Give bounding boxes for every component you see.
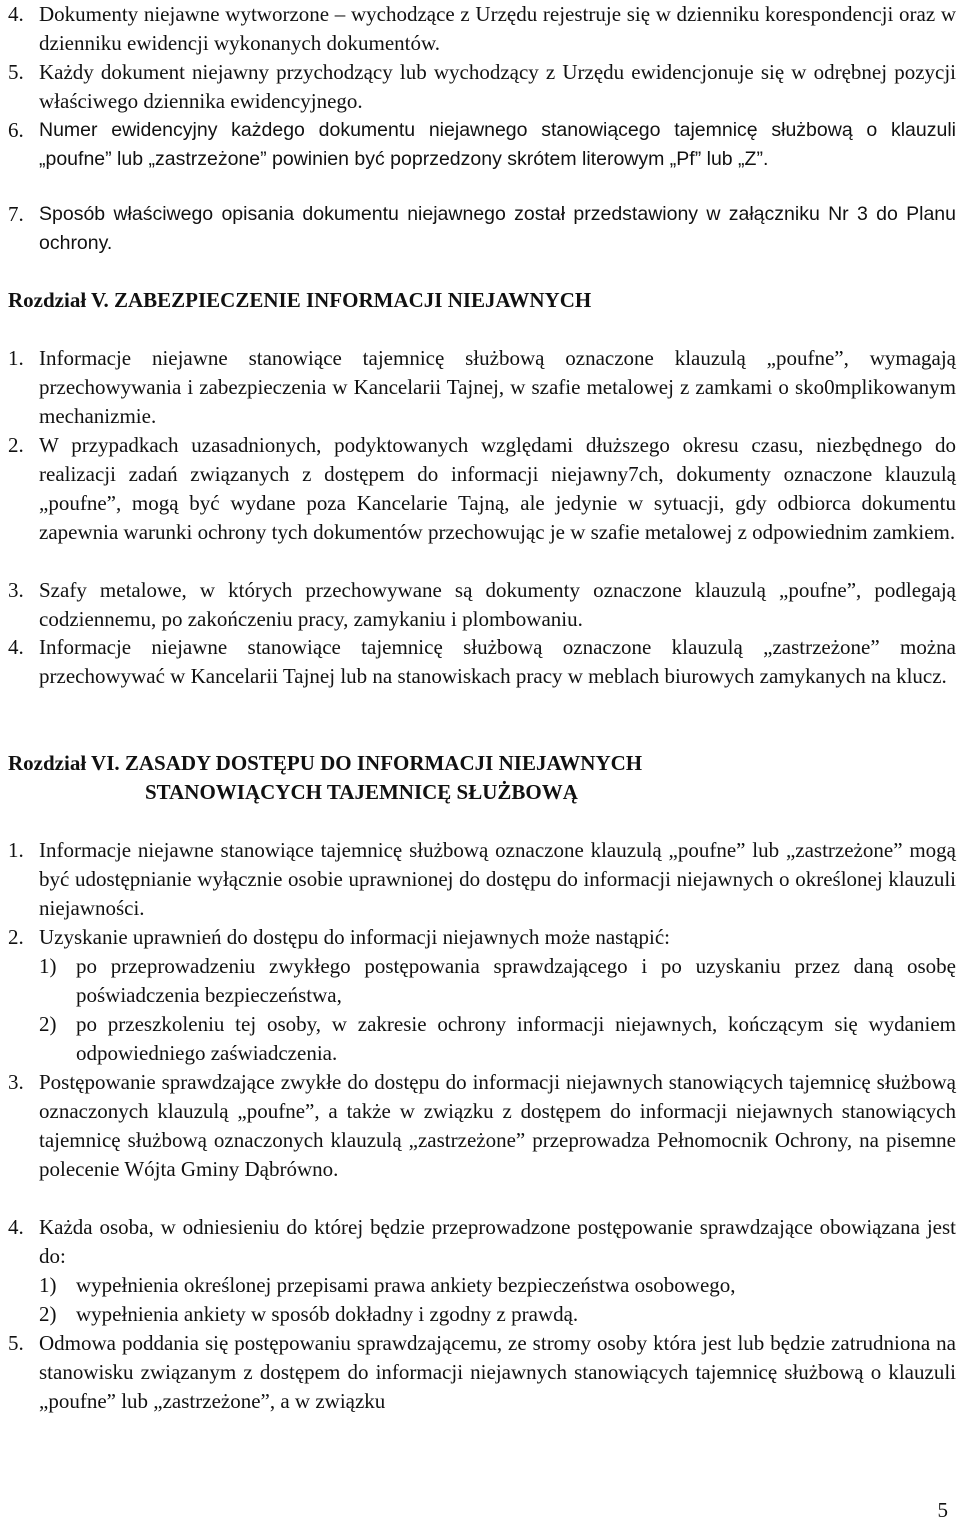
list-item	[8, 923, 956, 1068]
item-text: Dokumenty niejawne wytworzone – wychodzące z Urzędu rejestruje się w dzienniku korespondencji oraz w dzienniku ewidencji wykonanych dokumentów.	[39, 2, 956, 55]
list-item	[8, 431, 956, 547]
item-text: Każda osoba, w odniesieniu do której będzie przeprowadzone postępowanie sprawdzające obowiązana jest do:	[39, 1215, 956, 1268]
item-text: Informacje niejawne stanowiące tajemnicę służbową oznaczone klauzulą „poufne” lub „zastrzeżone” mogą być udostępnianie wyłącznie osobie uprawnionej do dostępu do informacji niejawnych o określonej klauzuli niejawności.	[39, 838, 956, 920]
item-body	[39, 1213, 956, 1329]
chapter-heading: Rozdział V. ZABEZPIECZENIE INFORMACJI NIEJAWNYCH	[8, 288, 592, 312]
item-text: Informacje niejawne stanowiące tajemnicę służbową oznaczone klauzulą „poufne”, wymagają przechowywania i zabezpieczenia w Kancelarii Tajnej, w szafie metalowej z zamkami o sko0mplikowanym mechanizmie.	[39, 346, 956, 428]
chapter-heading-continuation: STANOWIĄCYCH TAJEMNICĘ SŁUŻBOWĄ	[145, 780, 578, 804]
item-text: Numer ewidencyjny każdego dokumentu niejawnego stanowiącego tajemnicę służbową o klauzuli „poufne” lub „zastrzeżone” powinien być poprzedzony skrótem literowym „Pf” lub „Z”.	[39, 119, 956, 170]
sub-item-text: wypełnienia określonej przepisami prawa ankiety bezpieczeństwa osobowego,	[76, 1273, 736, 1297]
item-text: Uzyskanie uprawnień do dostępu do informacji niejawnych może nastąpić:	[39, 925, 670, 949]
sub-item	[39, 1271, 956, 1300]
item-number: 2.	[8, 433, 24, 457]
item-number: 7.	[8, 202, 24, 226]
item-text: Szafy metalowe, w których przechowywane są dokumenty oznaczone klauzulą „poufne”, podlegają codziennemu, po zakończeniu pracy, zamykaniu i plombowaniu.	[39, 578, 956, 631]
list-item	[8, 344, 956, 431]
item-text: W przypadkach uzasadnionych, podyktowanych względami dłuższego okresu czasu, niezbędnego do realizacji zadań związanych z dostępem do informacji niejawny7ch, dokumenty oznaczone klauzulą „poufne”, mogą być wydane poza Kancelarie Tajną, ale jedynie w sytuacji, gdy odbiorca dokumentu zapewnia warunki ochrony tych dokumentów przechowując je w szafie metalowej z odpowiednim zamkiem.	[39, 433, 956, 544]
list-item	[8, 836, 956, 923]
item-number: 3.	[8, 578, 24, 602]
page-number: 5	[937, 1498, 948, 1522]
item-text: Każdy dokument niejawny przychodzący lub wychodzący z Urzędu ewidencjonuje się w odrębnej pozycji właściwego dziennika ewidencyjnego.	[39, 60, 956, 113]
item-text: Informacje niejawne stanowiące tajemnicę służbową oznaczone klauzulą „zastrzeżone” można przechowywać w Kancelarii Tajnej lub na stanowiskach pracy w meblach biurowych zamykanych na klucz.	[39, 635, 956, 688]
item-text: Sposób właściwego opisania dokumentu niejawnego został przedstawiony w załączniku Nr 3 do Planu ochrony.	[39, 203, 956, 254]
list-item	[8, 0, 956, 58]
list-item	[8, 633, 956, 691]
sub-item-text: wypełnienia ankiety w sposób dokładny i zgodny z prawdą.	[76, 1302, 579, 1326]
item-number: 4.	[8, 635, 24, 659]
item-body	[39, 923, 956, 1068]
item-text: Odmowa poddania się postępowaniu sprawdzającemu, ze stromy osoby która jest lub będzie zatrudniona na stanowisku związanym z dostępem do informacji niejawnych stanowiących tajemnicę służbową o klauzuli „poufne” lub „zastrzeżone”, a w związku	[39, 1331, 956, 1413]
item-number: 5.	[8, 1331, 24, 1355]
list-item	[8, 1329, 956, 1416]
item-number: 6.	[8, 118, 24, 142]
sub-item	[39, 1300, 956, 1329]
item-number: 3.	[8, 1070, 24, 1094]
list-item	[8, 200, 956, 258]
sub-item-number: 2)	[39, 1012, 57, 1036]
item-number: 2.	[8, 925, 24, 949]
list-item	[8, 58, 956, 116]
item-number: 1.	[8, 346, 24, 370]
sub-item-text: po przeszkoleniu tej osoby, w zakresie ochrony informacji niejawnych, kończącym się wydaniem odpowiedniego zaświadczenia.	[76, 1012, 956, 1065]
list-item	[8, 116, 956, 174]
item-number: 5.	[8, 60, 24, 84]
sub-item	[39, 952, 956, 1010]
list-item	[8, 1213, 956, 1329]
sub-item-number: 1)	[39, 1273, 57, 1297]
sub-item-text: po przeprowadzeniu zwykłego postępowania sprawdzającego i po uzyskaniu przez daną osobę poświadczenia bezpieczeństwa,	[76, 954, 956, 1007]
sub-item-number: 2)	[39, 1302, 57, 1326]
item-text: Postępowanie sprawdzające zwykłe do dostępu do informacji niejawnych stanowiących tajemnicę służbową oznaczonych klauzulą „poufne”, a także w związku z dostępem do informacji niejawnych stanowiących tajemnicę służbową oznaczonych klauzulą „zastrzeżone” przeprowadza Pełnomocnik Ochrony, na pisemne polecenie Wójta Gminy Dąbrówno.	[39, 1070, 956, 1181]
item-number: 4.	[8, 1215, 24, 1239]
item-number: 1.	[8, 838, 24, 862]
list-item	[8, 576, 956, 634]
sub-item-number: 1)	[39, 954, 57, 978]
list-item	[8, 1068, 956, 1184]
chapter-heading: Rozdział VI. ZASADY DOSTĘPU DO INFORMACJI NIEJAWNYCH	[8, 751, 643, 775]
sub-item	[39, 1010, 956, 1068]
item-number: 4.	[8, 2, 24, 26]
